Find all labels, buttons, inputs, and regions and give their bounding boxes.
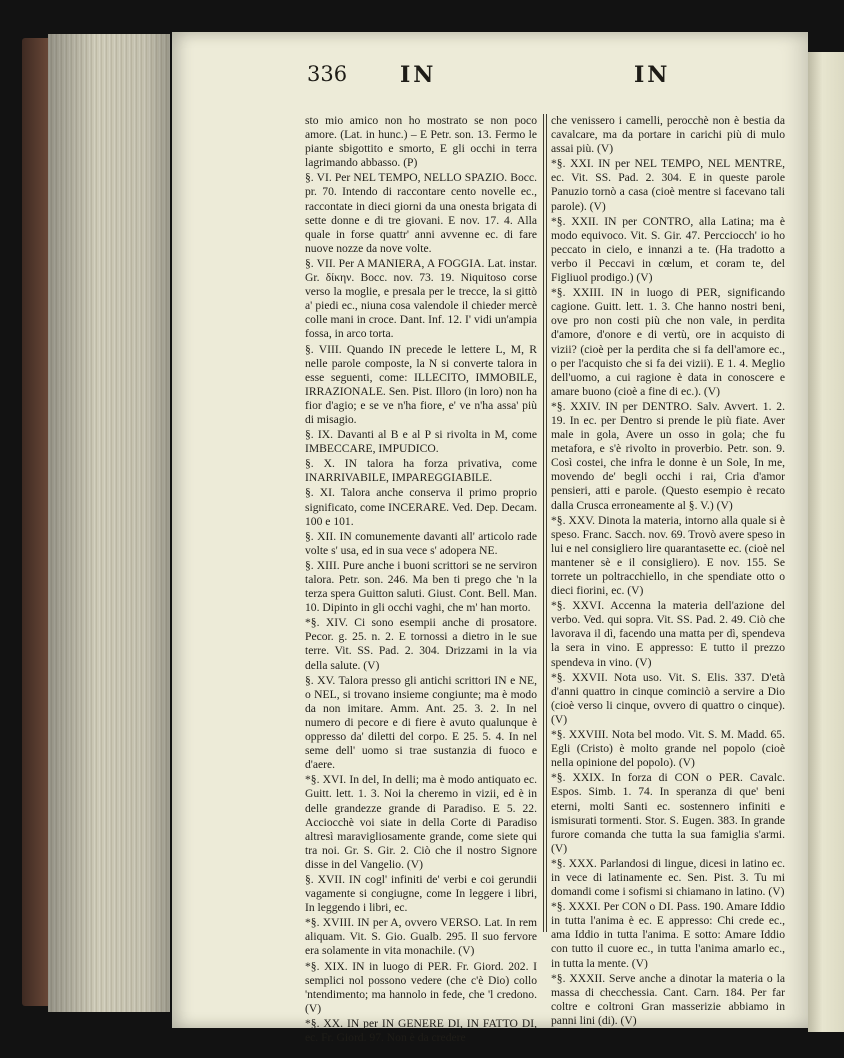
entry-paragraph: §. VII. Per A MANIERA, A FOGGIA. Lat. instar. Gr. δίκην. Bocc. nov. 73. 19. Niquitoso corse verso la moglie, e presala per le trecce, la si gittò a' piedi ec., niuna cosa valendole il chieder mercè colle mani in croce. Dant. Inf. 12. I' vidi un'ampia fossa, in arco torta. xyxy=(305,256,537,341)
right-column xyxy=(551,114,785,1029)
entry-paragraph: *§. XVIII. IN per A, ovvero VERSO. Lat. In rem aliquam. Vit. S. Gio. Gualb. 295. Il suo fervore era solamente in vita monachile. (V) xyxy=(305,916,537,958)
entry-paragraph: §. VI. Per NEL TEMPO, NELLO SPAZIO. Bocc. pr. 70. Intendo di raccontare cento novelle ec., raccontate in dieci giorni da una onesta brigata di sette donne e di tre giovani. E nov. 17. 4. Alla quale in forse quattr' anni avvenne ec. di fare nuove nozze da nove volte. xyxy=(305,171,537,255)
column-rule-double xyxy=(546,114,547,932)
entry-paragraph: §. XII. IN comunemente davanti all' articolo rade volte s' usa, ed in sua vece s' adopera NE. xyxy=(305,529,537,557)
left-column xyxy=(305,114,537,1046)
entry-paragraph: §. XVII. IN cogl' infiniti de' verbi e coi gerundii vagamente si congiugne, come In leggere i libri, In leggendo i libri, ec. xyxy=(305,872,537,915)
column-rule xyxy=(543,114,544,932)
entry-paragraph: §. XI. Talora anche conserva il primo proprio significato, come INCERARE. Ved. Dep. Decam. 100 e 101. xyxy=(305,486,537,528)
entry-paragraph: che venissero i camelli, perocchè non è bestia da cavalcare, ma da portare in carichi più di mulo assai più. (V) xyxy=(551,114,785,156)
facing-page-edge xyxy=(808,52,844,1032)
entry-paragraph: §. X. IN talora ha forza privativa, come INARRIVABILE, IMPAREGGIABILE. xyxy=(305,457,537,485)
entry-paragraph: *§. XXXI. Per CON o DI. Pass. 190. Amare Iddio in tutta l'anima è ec. E appresso: Chi crede ec., ama Iddio in tutta l'anima. E sotto: Amare Iddio con tutto il cuore ec., in tutta l'anima amarlo ec., in tutta la mente. (V) xyxy=(551,900,785,970)
entry-paragraph: *§. XXXII. Serve anche a dinotar la materia o la massa di checchessia. Cant. Carn. 184. Per far coltre e coltroni Gran masserizie abbiamo in panni lini (di). (V) xyxy=(551,971,785,1027)
entry-paragraph: *§. XXI. IN per NEL TEMPO, NEL MENTRE, ec. Vit. SS. Pad. 2. 304. E in queste parole Panuzio tornò a casa (cioè mentre si facevano tali parole). (V) xyxy=(551,157,785,213)
entry-paragraph: *§. XXII. IN per CONTRO, alla Latina; ma è modo equivoco. Vit. S. Gir. 47. Percciocch' io ho peccato in cielo, e innanzi a te. (Ha tradotto a verbo il Peccavi in cœlum, et coram te, del Figliuol prodigo.) (V) xyxy=(551,214,785,285)
entry-paragraph: *§. XXIV. IN per DENTRO. Salv. Avvert. 1. 2. 19. In ec. per Dentro si prende le più fiate. Aver male in gola, Avere un osso in gola; che fu metafora, e s'è rivolto in proverbio. Petr. son. 9. Così costei, che infra le donne è un Sole, In me, movendo de' begli occhi i rai, Cria d'amor pensieri, atti e parole. (Questo esempio è recato dalla Crusca erroneamente al §. V.) (V) xyxy=(551,399,785,512)
page-number: 336 xyxy=(307,62,348,86)
running-headword-right: IN xyxy=(634,62,671,88)
entry-paragraph: §. IX. Davanti al B e al P si rivolta in M, come IMBECCARE, IMPUDICO. xyxy=(305,428,537,456)
entry-paragraph: §. VIII. Quando IN precede le lettere L, M, R nelle parole composte, la N si converte talora in esse seguenti, come: ILLECITO, IMMOBILE, IRRAZIONALE. Sen. Pist. Illoro (in loro) non ha fior d'agio; e se ve n'ha fiore, e' ve n'ha assa' più di misagio. xyxy=(305,342,537,426)
page-edges-shade xyxy=(48,34,170,1012)
entry-paragraph: *§. XXVIII. Nota bel modo. Vit. S. M. Madd. 65. Egli (Cristo) è molto grande nel popolo (cioè nella opinione del popolo). (V) xyxy=(551,728,785,770)
entry-paragraph: *§. XXV. Dinota la materia, intorno alla quale si è speso. Franc. Sacch. nov. 69. Trovò avere speso in lui e nel consigliero lire quarantasette ec. (cioè nel mantener sè e il consigliero). E nov. 155. Se torrete un poltracchiello, in che spendiate otto o dieci fiorini, ec. (V) xyxy=(551,513,785,598)
entry-paragraph: *§. XXX. Parlandosi di lingue, dicesi in latino ec. in vece di latinamente ec. Sen. Pist. 3. Tu mi domandi come i sofismi si chiamano in latino. (V) xyxy=(551,856,785,899)
entry-paragraph: §. XV. Talora presso gli antichi scrittori IN e NE, o NEL, si trovano insieme congiunte; ma è modo da non imitare. Amm. Ant. 25. 3. 2. In nel numero di pecore e di fiere è avuto qualunque è oppresso da' diletti del corpo. E 25. 5. 4. In nel seme dell' uomo si trae sustanzia di fuoco e d'aere. xyxy=(305,673,537,772)
entry-paragraph: *§. XXIII. IN in luogo di PER, significando cagione. Guitt. lett. 1. 3. Che hanno nostri beni, ove pro non costi più che non vale, in perdita d'amore, d'onore e di vertù, ore in acquisto di vizii? (cioè per la perdita che si fa dell'amore ec., o per l'acquisto che si fa dei vizii). E 1. 4. Meglio dell'uomo, a cui ragione è data in conoscere e amare buono (cioè a fine di ec.). (V) xyxy=(551,286,785,398)
entry-paragraph: *§. XIV. Ci sono esempii anche di prosatore. Pecor. g. 25. n. 2. E tornossi a dietro in le sue terre. Vit. SS. Pad. 2. 304. Drizzami in la via della salute. (V) xyxy=(305,616,537,672)
entry-paragraph: sto mio amico non ho mostrato se non poco amore. (Lat. in hunc.) – E Petr. son. 13. Fermo le piante sbigottito e smorto, E gli occhi in terra lagrimando abbasso. (P) xyxy=(305,114,537,170)
entry-paragraph: *§. XVI. In del, In delli; ma è modo antiquato ec. Guitt. lett. 1. 3. Noi la cheremo in vizii, ed è in delle grandezze grande di Paradiso. E 5. 22. Acciocchè voi siate in della Corte di Paradiso altresì maravigliosamente grande, come siete qui tra noi. Gr. S. Gir. 2. Ciò che il nostro Signore disse in del Vangelio. (V) xyxy=(305,773,537,871)
entry-paragraph: *§. XX. IN per IN GENERE DI, IN FATTO DI, ec. Fr. Giord. 97. Non è da credere xyxy=(305,1016,537,1044)
running-headword-left: IN xyxy=(400,62,437,88)
entry-paragraph: *§. XXIX. In forza di CON o PER. Cavalc. Espos. Simb. 1. 74. In speranza di que' beni eterni, molti Santi ec. sostennero infiniti e ismisurati tormenti. Stor. S. Eugen. 383. In grande furore comanda che tutta la sua famiglia s'armi. (V) xyxy=(551,771,785,855)
entry-paragraph: *§. XIX. IN in luogo di PER. Fr. Giord. 202. I semplici nol possono vedere (che c'è Dio) collo 'ntendimento; ma hannolo in fede, che 'l credono. (V) xyxy=(305,959,537,1015)
entry-paragraph: *§. XXVI. Accenna la materia dell'azione del verbo. Ved. qui sopra. Vit. SS. Pad. 2. 49. Ciò che lavorava il dì, facendo una matta per dì, spendeva la sera in vino. E appresso: E tutto il prezzo spendeva in vino. (V) xyxy=(551,599,785,669)
entry-paragraph: *§. XXVII. Nota uso. Vit. S. Elis. 337. D'età d'anni quattro in cinque cominciò a servire a Dio (cioè verso li cinque, ovvero di quattro o cinque). (V) xyxy=(551,670,785,726)
entry-paragraph: §. XIII. Pure anche i buoni scrittori se ne serviron talora. Petr. son. 246. Ma ben ti prego che 'n la terza spera Guitton saluti. Giust. Cont. Bell. Man. 10. Dipinto in gli occhi vaghi, che m' han morto. xyxy=(305,558,537,615)
